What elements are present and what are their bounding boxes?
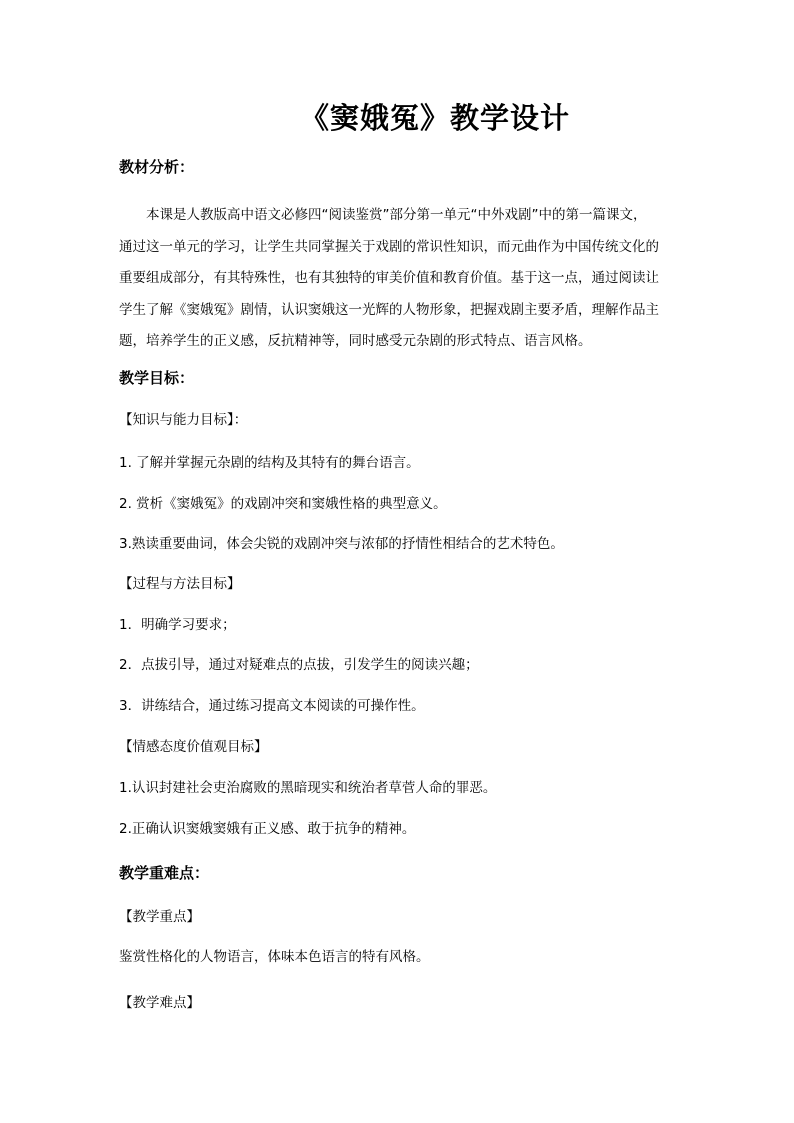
section-heading-goals: 教学目标： (119, 369, 195, 387)
process-goal-item: 3．讲练结合，通过练习提高文本阅读的可操作性。 (119, 698, 425, 714)
analysis-line: 题，培养学生的正义感，反抗精神等，同时感受元杂剧的形式特点、语言风格。 (119, 333, 592, 349)
knowledge-goals-label: 【知识与能力目标】： (119, 412, 248, 428)
process-goals-label: 【过程与方法目标】 (119, 576, 241, 592)
process-goal-item: 2．点拔引导，通过对疑难点的点拔，引发学生的阅读兴趣； (119, 657, 479, 673)
teaching-focus-label: 【教学重点】 (119, 909, 200, 925)
document-title: 《窦娥冤》教学设计 (299, 101, 570, 135)
knowledge-goal-item: 1. 了解并掌握元杂剧的结构及其特有的舞台语言。 (119, 455, 420, 471)
knowledge-goal-item: 3.熟读重要曲词，体会尖锐的戏剧冲突与浓郁的抒情性相结合的艺术特色。 (119, 536, 564, 552)
teaching-focus-text: 鉴赏性格化的人物语言，体味本色语言的特有风格。 (119, 949, 430, 965)
process-goal-item: 1．明确学习要求； (119, 617, 236, 633)
emotion-goal-item: 1.认识封建社会吏治腐败的黑暗现实和统治者草菅人命的罪恶。 (119, 780, 497, 796)
emotion-goals-label: 【情感态度价值观目标】 (119, 739, 268, 755)
analysis-line: 重要组成部分，有其特殊性，也有其独特的审美价值和教育价值。基于这一点，通过阅读让 (119, 270, 659, 286)
analysis-line: 通过这一单元的学习，让学生共同掌握关于戏剧的常识性知识，而元曲作为中国传统文化的 (119, 239, 659, 255)
analysis-line: 学生了解《窦娥冤》剧情，认识窦娥这一光辉的人物形象，把握戏剧主要矛盾，理解作品主 (119, 302, 659, 318)
emotion-goal-item: 2.正确认识窦娥窦娥有正义感、敢于抗争的精神。 (119, 821, 416, 837)
knowledge-goal-item: 2. 赏析《窦娥冤》的戏剧冲突和窦娥性格的典型意义。 (119, 496, 447, 512)
section-heading-analysis: 教材分析： (119, 158, 195, 176)
analysis-line: 本课是人教版高中语文必修四“阅读鉴赏”部分第一单元“中外戏剧”中的第一篇课文， (146, 207, 647, 223)
section-heading-key-points: 教学重难点： (119, 864, 210, 882)
teaching-difficulty-label: 【教学难点】 (119, 995, 200, 1011)
